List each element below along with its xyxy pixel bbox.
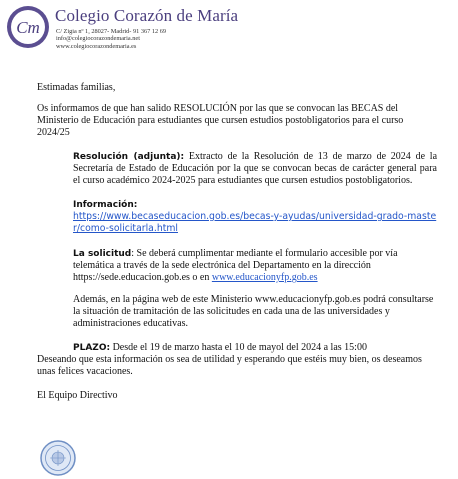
info-link[interactable]: https://www.becaseducacion.gob.es/becas-y-ayudas/universidad-grado-master/como-solicitarla.html: [73, 211, 437, 234]
info-label: Información:: [73, 200, 138, 210]
school-website: www.colegiocorazondemaria.es: [56, 42, 137, 50]
signature: El Equipo Directivo: [37, 390, 118, 401]
intro-keyword: RESOLUCIÓN: [173, 103, 237, 114]
intro-post: por las que se convocan las BECAS del Ministerio de Educación para estudiantes que cursen estudios postobligatorios para el curso 2024/25: [37, 103, 404, 138]
application-paragraph: [73, 248, 437, 284]
application-text: : Se deberá cumplimentar mediante el formulario accesible por vía telemática a través de la sede electrónica del Departamento en la dirección https://sede.educacion.gob.es o en: [73, 248, 398, 283]
intro-pre: Os informamos de que han salido: [37, 103, 174, 114]
contact-block: [56, 28, 166, 50]
info-heading: [73, 199, 437, 211]
closing-paragraph: Deseando que esta información os sea de utilidad y esperando que estéis muy bien, os deseamos unas felices vacaciones.: [37, 354, 422, 377]
info-paragraph: [73, 211, 437, 235]
school-seal-icon: [40, 440, 76, 476]
deadline-text: Desde el 19 de marzo hasta el 10 de mayol del 2024 a las 15:00: [110, 342, 367, 353]
application-link[interactable]: www.educacionyfp.gob.es: [211, 272, 318, 283]
school-name: Colegio Corazón de María: [55, 6, 239, 25]
school-address: C/ Zigia nº 1, 28027- Madrid- 91 367 12 69: [56, 28, 167, 35]
letterhead: [6, 4, 306, 52]
school-logo-icon: [6, 5, 50, 49]
deadline-label: PLAZO:: [73, 343, 111, 353]
intro-paragraph: [37, 103, 437, 139]
school-email: info@colegiocorazondemaria.net: [56, 35, 140, 43]
letter-body: [37, 82, 437, 402]
resolution-text: Extracto de la Resolución de 13 de marzo de 2024 de la Secretaría de Estado de Educación por la que se convocan becas de carácter general para el curso académico 2024-2025 para estudiantes que cursen estudios postobligatorios.: [73, 151, 438, 186]
logo-letters: Cm: [16, 18, 40, 37]
application-label: La solicitud: [73, 249, 132, 259]
resolution-label: Resolución (adjunta):: [73, 152, 185, 162]
ministry-paragraph: Además, en la página web de este Ministerio www.educacionyfp.gob.es podrá consultarse la situación de tramitación de las solicitudes en cada una de las universidades y administraciones educativas.: [73, 294, 434, 329]
deadline-paragraph: [73, 342, 437, 354]
greeting: Estimadas familias,: [37, 82, 116, 93]
resolution-paragraph: [73, 151, 437, 187]
